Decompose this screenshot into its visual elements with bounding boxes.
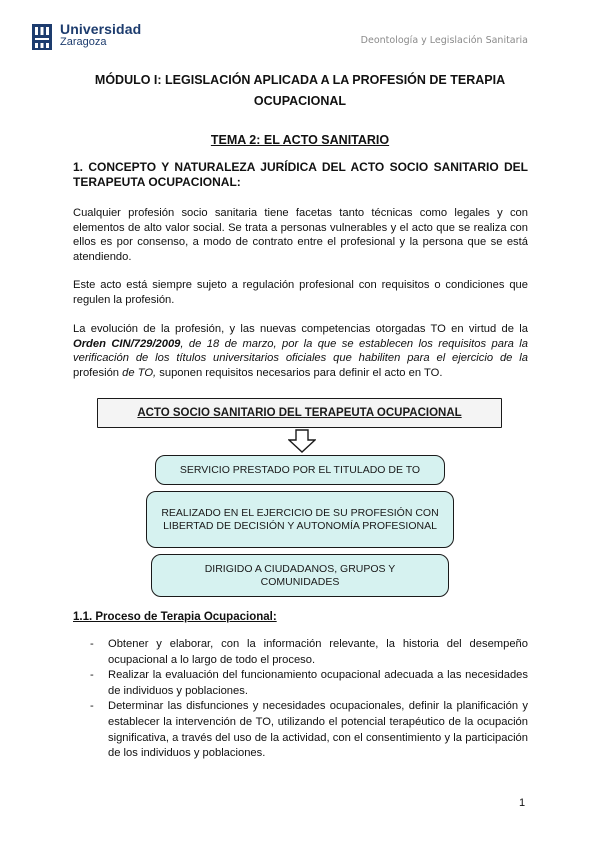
logo-name: Universidad bbox=[60, 21, 142, 37]
list-item-text: Determinar las disfunciones y necesidades ocupacionales, definir la planificación y establecer la intervención de TO, utilizando el potencial terapéutico de la ocupación significativa, a través del uso de la actividad, con el consentimiento y la participación de los individuos y poblaciones. bbox=[108, 700, 528, 760]
paragraph-text: La evolución de la profesión, y las nuevas competencias otorgadas TO en virtud de la bbox=[73, 323, 528, 335]
paragraph-text: suponen requisitos necesarios para definir el acto en TO. bbox=[156, 366, 443, 379]
list-item bbox=[90, 637, 528, 668]
paragraph-text-italic: de TO, bbox=[122, 366, 157, 379]
logo-city: Zaragoza bbox=[60, 36, 107, 48]
subsection-heading: 1.1. Proceso de Terapia Ocupacional: bbox=[73, 611, 277, 623]
list-item-text: Obtener y elaborar, con la información relevante, la historia del desempeño ocupacional a lo largo de todo el proceso. bbox=[108, 638, 528, 666]
process-list bbox=[90, 637, 528, 762]
module-title: MÓDULO I: LEGISLACIÓN APLICADA A LA PROFESIÓN DE TERAPIA OCUPACIONAL bbox=[94, 73, 506, 108]
tema-title: TEMA 2: EL ACTO SANITARIO bbox=[210, 133, 390, 147]
list-dash: - bbox=[90, 669, 94, 682]
down-arrow-icon bbox=[288, 429, 316, 453]
list-item-text: Realizar la evaluación del funcionamiento ocupacional adecuada a las necesidades de individuos y poblaciones. bbox=[108, 669, 528, 697]
diagram-box-recipients: DIRIGIDO A CIUDADANOS, GRUPOS Y COMUNIDADES bbox=[151, 554, 449, 597]
diagram-main-box: ACTO SOCIO SANITARIO DEL TERAPEUTA OCUPACIONAL bbox=[97, 398, 502, 428]
order-description: , de 18 de marzo, por la que se establecen los requisitos para la verificación de los títulos universitarios oficiales que habiliten para el ejercicio de la bbox=[73, 337, 528, 364]
list-dash: - bbox=[90, 700, 94, 713]
list-item bbox=[90, 699, 528, 761]
diagram-box-professional-exercise: REALIZADO EN EL EJERCICIO DE SU PROFESIÓN CON LIBERTAD DE DECISIÓN Y AUTONOMÍA PROFESIONAL bbox=[146, 491, 454, 548]
paragraph: Este acto está siempre sujeto a regulación profesional con requisitos o condiciones que regulen la profesión. bbox=[73, 279, 528, 306]
section-heading: 1. CONCEPTO Y NATURALEZA JURÍDICA DEL ACTO SOCIO SANITARIO DEL TERAPEUTA OCUPACIONAL: bbox=[73, 160, 528, 189]
paragraph: Cualquier profesión socio sanitaria tiene facetas tanto técnicas como legales y con elementos de alto valor social. Se trata a personas vulnerables y el acto que se realiza con ellos es por consenso, a modo de contrato entre el profesional y la persona que se está atendiendo. bbox=[73, 207, 528, 263]
list-item bbox=[90, 668, 528, 699]
page-number: 1 bbox=[519, 797, 526, 809]
list-dash: - bbox=[90, 638, 94, 650]
legal-order-reference: Orden CIN/729/2009 bbox=[73, 337, 181, 350]
running-header: Deontología y Legislación Sanitaria bbox=[360, 35, 528, 46]
paragraph-text: profesión bbox=[73, 366, 123, 379]
diagram-box-service: SERVICIO PRESTADO POR EL TITULADO DE TO bbox=[155, 455, 445, 485]
